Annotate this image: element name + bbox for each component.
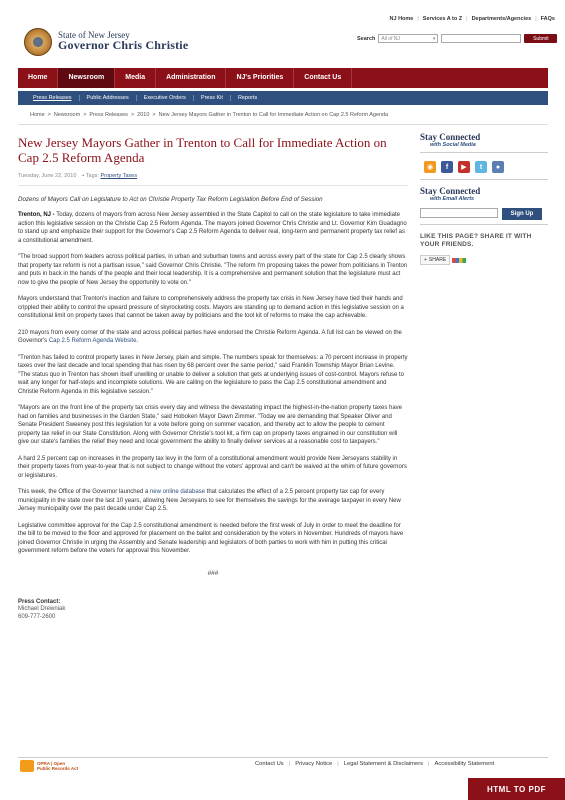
social-subtitle: with Social Media [430, 142, 476, 148]
subnav-public-addresses[interactable]: Public Addresses [80, 95, 137, 101]
sign-up-button[interactable]: Sign Up [502, 208, 542, 220]
page-title: New Jersey Mayors Gather in Trenton to Call for Immediate Action on Cap 2.5 Reform Agenda [18, 135, 387, 165]
nj-home-link[interactable]: NJ Home [389, 16, 414, 22]
paragraph: 210 mayors from every corner of the state and across political parties have endorsed the Christie Reform Agenda. A full list can be viewed on the Governor's Cap 2.5 Reform Agenda Website. [18, 329, 402, 344]
divider [420, 152, 548, 153]
email-title: Stay Connected [420, 186, 481, 196]
nav-priorities[interactable]: NJ's Priorities [226, 68, 294, 88]
subnav-press-kit[interactable]: Press Kit [194, 95, 231, 101]
divider [18, 185, 408, 186]
nav-contact[interactable]: Contact Us [294, 68, 352, 88]
share-plus-icon: + [424, 257, 427, 263]
dateline: Trenton, NJ - [18, 212, 55, 218]
breadcrumb-newsroom[interactable]: Newsroom [53, 112, 81, 118]
email-block [420, 186, 548, 225]
end-marker: ### [207, 569, 219, 577]
faqs-link[interactable]: FAQs [540, 16, 555, 22]
departments-link[interactable]: Departments/Agencies [471, 16, 532, 22]
facebook-icon[interactable]: f [441, 161, 453, 173]
divider [18, 757, 548, 758]
nav-home[interactable]: Home [18, 68, 58, 88]
search-label: Search [357, 35, 376, 42]
database-link[interactable]: new online database [149, 489, 206, 495]
flickr-icon[interactable]: ● [492, 161, 504, 173]
share-widget [420, 255, 548, 265]
governor-title[interactable]: Governor Chris Christie [58, 38, 189, 52]
share-services-icon[interactable] [452, 258, 466, 263]
opra-logo[interactable]: OPRA | Open Public Records Act [20, 760, 78, 772]
chevron-down-icon: ▾ [432, 35, 436, 42]
footer-contact-link[interactable]: Contact Us [255, 761, 284, 767]
contact-phone: 609-777-2600 [18, 614, 56, 621]
social-block [420, 132, 548, 180]
nav-administration[interactable]: Administration [156, 68, 226, 88]
article [18, 135, 408, 622]
paragraph: "Mayors are on the front line of the property tax crisis every day and witness the devastating impact the highest-in-the-nation property taxes have had on families and businesses in the Garden State," said Hoboken Mayor Dawn Zimmer. "Today we are demanding that Speaker Oliver and Senate President Sweeney post this legislation for a vote before going on summer vacation, and thereby act to allow the people to cement property tax relief in our State Constitution. Along with Governor Christie's tool kit, a firm cap on property taxes engrained in our constitution will give our state's families the relief they need and local government the ability to finally deliver services at a reasonable cost to taxpayers." [18, 405, 402, 445]
contact-name: Michael Drewniak [18, 606, 66, 613]
divider [18, 124, 548, 125]
twitter-icon[interactable]: t [475, 161, 487, 173]
email-field[interactable] [420, 208, 498, 218]
state-seal-icon[interactable] [24, 28, 52, 56]
search-scope-select[interactable]: All of NJ ▾ [378, 34, 438, 43]
breadcrumb: Home > Newsroom > Press Releases > 2010 > New Jersey Mayors Gather in Trenton to Call for Immediate Action on Cap 2.5 Reform Agenda [30, 112, 389, 118]
email-subtitle: with Email Alerts [430, 196, 475, 202]
footer-accessibility-link[interactable]: Accessibility Statement [434, 761, 495, 767]
rss-icon[interactable]: ◉ [424, 161, 436, 173]
divider [420, 179, 548, 180]
article-date: Tuesday, June 22, 2010 [18, 173, 77, 179]
article-meta [18, 173, 408, 179]
opra-icon [20, 760, 34, 772]
bullet-icon: ▪ [82, 173, 85, 179]
utility-bar: NJ Home | Services A to Z | Departments/Agencies | FAQs [389, 16, 555, 22]
services-link[interactable]: Services A to Z [422, 16, 463, 22]
subnav-executive-orders[interactable]: Executive Orders [137, 95, 194, 101]
tags-label: Tags: [85, 173, 99, 179]
search-bar [357, 34, 557, 43]
paragraph: Mayors understand that Trenton's inaction and failure to comprehensively address the property tax crisis in New Jersey have tied their hands and crippled their ability to control the upward pressure of skyrocketing costs. Mayors are standing up to demand action in this legislative session on a constitutional limit on property taxes that cannot be taken away by politicians and the tool kit of reforms to make the cap achievable. [18, 296, 404, 319]
contact-heading: Press Contact: [18, 598, 61, 605]
press-contact [18, 599, 408, 622]
breadcrumb-home[interactable]: Home [30, 112, 45, 118]
paragraph: A hard 2.5 percent cap on increases in the property tax levy in the form of a constitutional amendment would provide New Jerseyans stability in their property taxes from year-to-year that is not subject to change without the voters' approval and can't be waived at the whim of future governors or legislatures. [18, 455, 407, 479]
article-subhead: Dozens of Mayors Call on Legislature to Act on Christie Property Tax Reform Legislation Before End of Session [18, 196, 323, 203]
main-nav [18, 68, 548, 88]
paragraph: "Trenton has failed to control property taxes in New Jersey, plain and simple. The numbers speak for themselves: a 70 percent increase in property taxes over the last decade and local spending that has risen by 68 percent over the same period," said Franklin Township Mayor Brian Levine. "The status quo in Trenton has shown itself unwilling or unable to deliver a solution that gets at underlying issues of cost-control. Mayors refuse to wait any longer for half-steps and incomplete solutions. We are calling on the legislature to pass the Cap 2.5 constitutional amendment and Christie Reform Agenda in this legislative session." [18, 354, 408, 395]
state-name: State of New Jersey [58, 30, 130, 40]
breadcrumb-year[interactable]: 2010 [137, 112, 150, 118]
sub-nav [18, 91, 548, 105]
tag-link[interactable]: Property Taxes [100, 173, 138, 179]
divider [420, 224, 548, 225]
paragraph: This week, the Office of the Governor launched a new online database that calculates the effect of a 2.5 percent property tax cap for every municipality in the state over the last 10 years, allowing New Jerseyans to see for themselves the savings for the average taxpayer in every New Jersey municipality over the past decade under Cap 2.5. [18, 489, 401, 512]
sidebar [420, 132, 548, 265]
paragraph: Legislative committee approval for the Cap 2.5 constitutional amendment is needed before the first week of July in order to meet the deadline for the bill to be moved to the floor and approved for placement on the ballot and consideration by the voters in November. Hundreds of mayors have joined Governor Christie in urging the Assembly and Senate leadership and legislators of both parties to work with him in putting this critical government reform before the voters for approval this November. [18, 522, 404, 554]
search-input[interactable] [441, 34, 521, 43]
email-form [420, 208, 548, 220]
social-title: Stay Connected [420, 132, 481, 142]
social-icons [424, 161, 548, 173]
subnav-press-releases[interactable]: Press Releases [26, 95, 80, 101]
reform-agenda-link[interactable]: Cap 2.5 Reform Agenda Website [48, 338, 137, 344]
footer-nav: Contact Us | Privacy Notice | Legal Statement & Disclaimers | Accessibility Statement [255, 761, 495, 767]
site-header [0, 24, 565, 64]
footer-privacy-link[interactable]: Privacy Notice [295, 761, 333, 767]
footer-legal-link[interactable]: Legal Statement & Disclaimers [343, 761, 424, 767]
youtube-icon[interactable]: ▶ [458, 161, 470, 173]
paragraph: "The broad support from leaders across political parties, in urban and suburban towns and across every part of the state for Cap 2.5 clearly shows that property tax reform is not a partisan issue," said Governor Chris Christie. "The reform I'm proposing takes the power from politicians in Trenton and puts in back in the hands of the people and their local leadership. It is a comprehensive and permanent solution that the legislature must act now to give the people of New Jersey the opportunity to vote on." [18, 254, 408, 286]
breadcrumb-current: New Jersey Mayors Gather in Trenton to Call for Immediate Action on Cap 2.5 Reform Agenda [158, 112, 389, 118]
nav-newsroom[interactable]: Newsroom [58, 68, 115, 88]
nav-media[interactable]: Media [115, 68, 156, 88]
html-to-pdf-badge[interactable]: HTML TO PDF [468, 778, 565, 800]
submit-button[interactable]: Submit [524, 34, 557, 43]
share-prompt: LIKE THIS PAGE? SHARE IT WITH YOUR FRIENDS. [420, 233, 532, 248]
subnav-reports[interactable]: Reports [237, 95, 258, 101]
paragraph: Trenton, NJ - Today, dozens of mayors from across New Jersey assembled in the State Capitol to call on the state legislature to take immediate action this legislative session on the Christie Cap 2.5 Reform Agenda. The mayors joined Governor Chris Christie and Lt. Governor Kim Guadagno to stand up and emphasize their support for the Governor's Cap 2.5 Reform Agenda to deliver real, long-term and permanent property tax relief as a constitutional amendment. [18, 212, 407, 244]
breadcrumb-press-releases[interactable]: Press Releases [89, 112, 128, 118]
share-button[interactable]: + SHARE [420, 255, 450, 265]
